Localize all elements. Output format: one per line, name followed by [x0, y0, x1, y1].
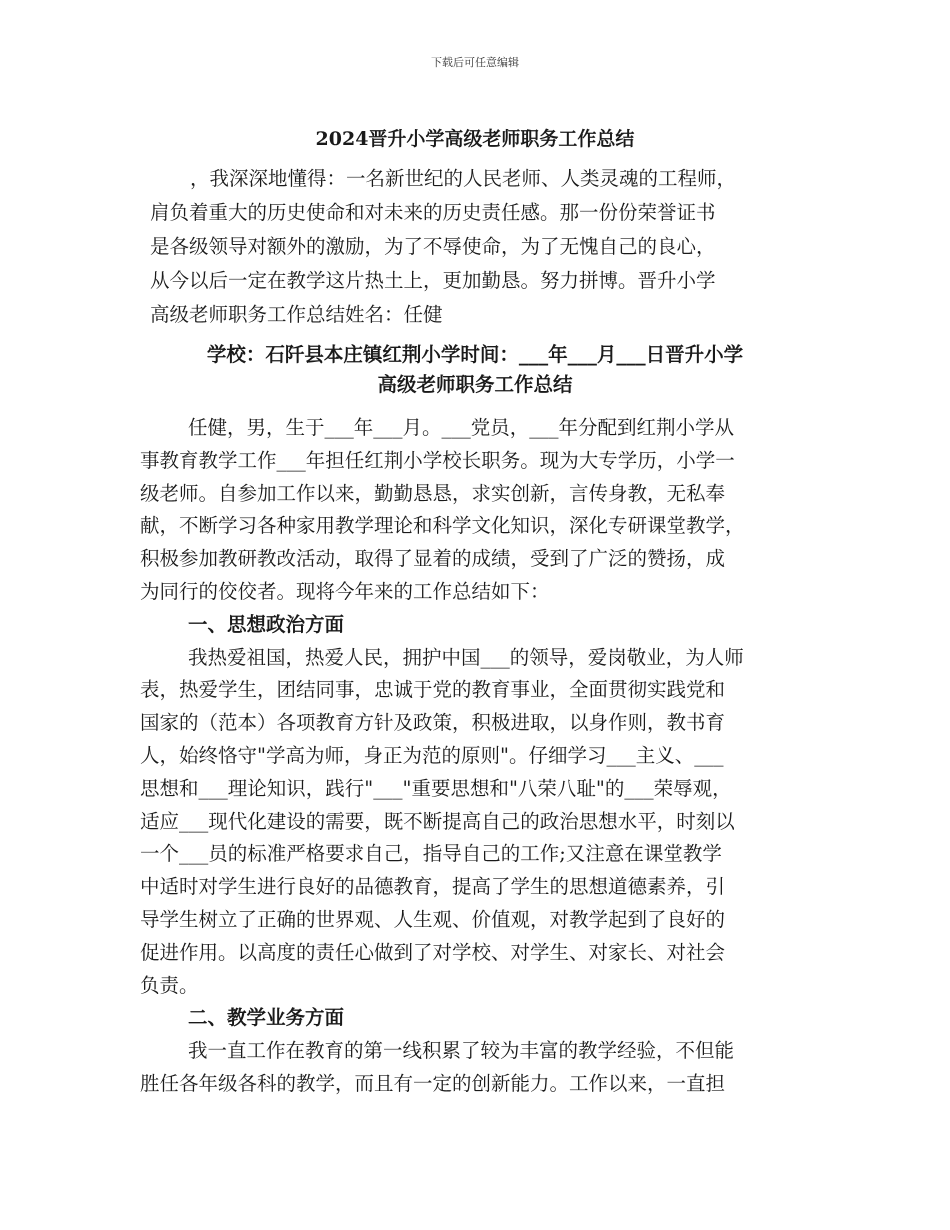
para1-line: 积极参加教研教改活动，取得了显着的成绩，受到了广泛的赞扬，成 — [140, 547, 726, 571]
school-info-heading — [0, 340, 950, 400]
para3-line: 胜任各年级各科的教学，而且有一定的创新能力。工作以来，一直担 — [140, 1071, 726, 1095]
intro-line: 高级老师职务工作总结姓名：任健 — [150, 303, 443, 326]
section-heading-politics: 一、思想政治方面 — [188, 612, 345, 636]
page-header-note: 下载后可任意编辑 — [431, 56, 519, 69]
body-text — [140, 412, 820, 1101]
para1-line: 事教育教学工作___年担任红荆小学校长职务。现为大专学历，小学一 — [140, 448, 735, 472]
para2-line: 适应___现代化建设的需要，既不断提高自己的政治思想水平，时刻以 — [140, 809, 735, 833]
para2-line: 表，热爱学生，团结同事，忠诚于党的教育事业，全面贯彻实践党和 — [140, 678, 726, 702]
para2-line: 促进作用。以高度的责任心做到了对学校、对学生、对家长、对社会 — [140, 940, 726, 964]
para2-line: 导学生树立了正确的世界观、人生观、价值观，对教学起到了良好的 — [140, 907, 726, 931]
para2-line: 一个___员的标准严格要求自己，指导自己的工作;又注意在课堂教学 — [140, 842, 722, 866]
para2-line: 中适时对学生进行良好的品德教育，提高了学生的思想道德素养，引 — [140, 875, 726, 899]
intro-line: 是各级领导对额外的激励，为了不辱使命，为了无愧自己的良心， — [150, 235, 716, 258]
school-line: 高级老师职务工作总结 — [377, 373, 573, 396]
section-heading-teaching: 二、教学业务方面 — [188, 1006, 345, 1030]
para1-line: 级老师。自参加工作以来，勤勤恳恳，求实创新，言传身教，无私奉 — [140, 481, 726, 505]
intro-line: 从今以后一定在教学这片热土上，更加勤恳。努力拼博。晋升小学 — [150, 269, 716, 292]
para2-line: 我热爱祖国，热爱人民，拥护中国___的领导，爱岗敬业，为人师 — [188, 645, 744, 669]
para2-line: 国家的（范本）各项教育方针及政策，积极进取，以身作则，教书育 — [140, 711, 726, 735]
school-line: 学校：石阡县本庄镇红荆小学时间：___年___月___日晋升小学 — [206, 343, 744, 366]
para1-line: 任健，男，生于___年___月。___党员，___年分配到红荆小学从 — [188, 416, 735, 439]
intro-paragraph — [150, 162, 830, 332]
para3-line: 我一直工作在教育的第一线积累了较为丰富的教学经验，不但能 — [188, 1039, 735, 1063]
para1-line: 献，不断学习各种家用教学理论和科学文化知识，深化专研课堂教学， — [140, 514, 745, 538]
para1-line: 为同行的佼佼者。现将今年来的工作总结如下： — [140, 579, 550, 603]
intro-line: ，我深深地懂得：一名新世纪的人民老师、人类灵魂的工程师， — [190, 167, 737, 190]
intro-line: 肩负着重大的历史使命和对未来的历史责任感。那一份份荣誉证书 — [150, 201, 716, 224]
para2-line: 负责。 — [140, 973, 199, 997]
para2-line: 思想和___理论知识，践行"___"重要思想和"八荣八耻"的___荣辱观， — [140, 776, 732, 800]
para2-line: 人，始终恪守"学高为师，身正为范的原则"。仔细学习___主义、___ — [140, 743, 724, 767]
document-title: 2024晋升小学高级老师职务工作总结 — [315, 128, 635, 150]
